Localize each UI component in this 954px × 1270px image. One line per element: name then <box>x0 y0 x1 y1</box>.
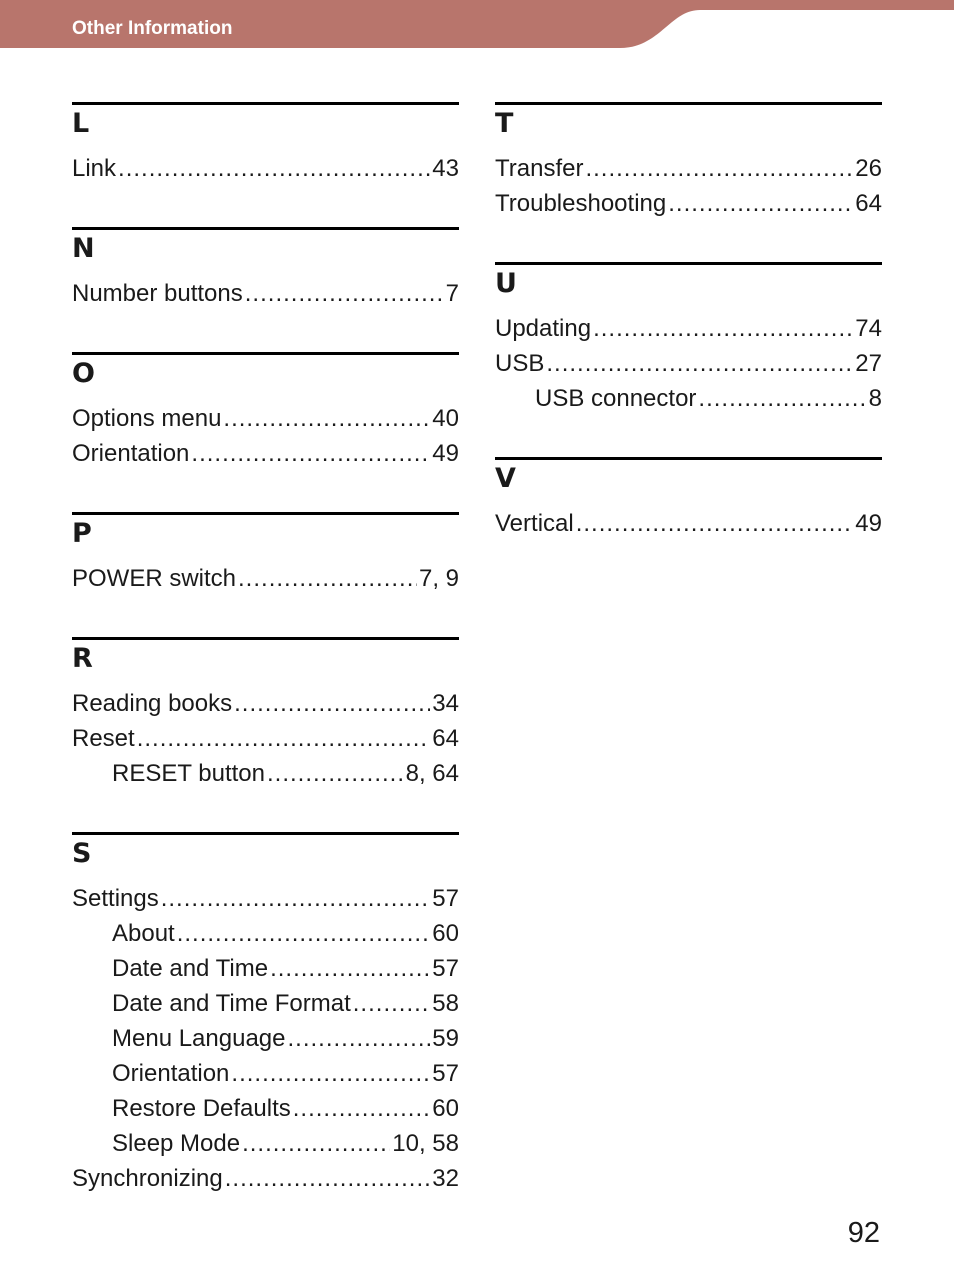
section-title: Other Information <box>72 18 233 39</box>
index-entry[interactable] <box>495 506 882 541</box>
entry-term: Options menu <box>72 405 222 432</box>
entry-term: USB connector <box>535 385 697 412</box>
index-column-right <box>495 102 882 582</box>
index-section-l <box>72 102 459 186</box>
section-letter: U <box>495 268 517 299</box>
entry-pages[interactable]: 32 <box>432 1165 459 1192</box>
entry-pages[interactable]: 59 <box>432 1025 459 1052</box>
entry-pages[interactable]: 64 <box>432 725 459 752</box>
index-entry[interactable] <box>72 436 459 471</box>
entry-term: Updating <box>495 315 592 342</box>
dot-leader <box>245 276 444 311</box>
index-section-r <box>72 637 459 791</box>
index-entry[interactable] <box>72 881 459 916</box>
index-subentry[interactable] <box>72 1126 459 1161</box>
dot-leader <box>225 1161 431 1196</box>
dot-leader <box>585 151 853 186</box>
index-section-p <box>72 512 459 596</box>
index-subentry[interactable] <box>72 1056 459 1091</box>
dot-leader <box>242 1126 390 1161</box>
entry-term: Reset <box>72 725 135 752</box>
index-entry[interactable] <box>72 276 459 311</box>
index-section-o <box>72 352 459 471</box>
dot-leader <box>191 436 430 471</box>
entry-pages[interactable]: 57 <box>432 1060 459 1087</box>
entry-pages[interactable]: 60 <box>432 1095 459 1122</box>
entry-pages[interactable]: 57 <box>432 885 459 912</box>
page-number: 92 <box>847 1217 880 1249</box>
entry-term: About <box>112 920 175 947</box>
dot-leader <box>161 881 431 916</box>
entry-term: Orientation <box>112 1060 230 1087</box>
index-section-n <box>72 227 459 311</box>
index-entry[interactable] <box>72 151 459 186</box>
entry-pages[interactable]: 27 <box>855 350 882 377</box>
entry-pages[interactable]: 57 <box>432 955 459 982</box>
entry-term: Vertical <box>495 510 574 537</box>
entry-term: Reading books <box>72 690 233 717</box>
index-subentry[interactable] <box>72 1091 459 1126</box>
entry-term: Settings <box>72 885 159 912</box>
entry-pages[interactable]: 7, 9 <box>418 565 459 592</box>
entry-term: Number buttons <box>72 280 243 307</box>
dot-leader <box>177 916 431 951</box>
dot-leader <box>576 506 854 541</box>
entry-pages[interactable]: 8, 64 <box>405 760 459 787</box>
entry-term: Date and Time Format <box>112 990 351 1017</box>
entry-term: Menu Language <box>112 1025 286 1052</box>
dot-leader <box>118 151 430 186</box>
entry-term: Troubleshooting <box>495 190 667 217</box>
section-letter: P <box>72 518 92 549</box>
entry-term: Link <box>72 155 117 182</box>
index-section-v <box>495 457 882 541</box>
entry-term: Sleep Mode <box>112 1130 241 1157</box>
section-letter: V <box>495 463 516 494</box>
entry-term: Restore Defaults <box>112 1095 291 1122</box>
dot-leader <box>546 346 853 381</box>
index-subentry[interactable] <box>72 1021 459 1056</box>
entry-term: Transfer <box>495 155 584 182</box>
dot-leader <box>353 986 431 1021</box>
dot-leader <box>593 311 853 346</box>
dot-leader <box>267 756 404 791</box>
index-entry[interactable] <box>72 721 459 756</box>
page-header <box>0 0 954 52</box>
entry-pages[interactable]: 49 <box>432 440 459 467</box>
index-entry[interactable] <box>72 1161 459 1196</box>
dot-leader <box>223 401 430 436</box>
entry-pages[interactable]: 64 <box>855 190 882 217</box>
dot-leader <box>287 1021 430 1056</box>
index-subentry[interactable] <box>72 756 459 791</box>
section-letter: L <box>72 108 90 139</box>
section-letter: S <box>72 838 92 869</box>
entry-pages[interactable]: 8 <box>868 385 882 412</box>
dot-leader <box>137 721 431 756</box>
index-subentry[interactable] <box>72 986 459 1021</box>
entry-pages[interactable]: 43 <box>432 155 459 182</box>
entry-term: RESET button <box>112 760 265 787</box>
section-letter: R <box>72 643 93 674</box>
index-section-t <box>495 102 882 221</box>
dot-leader <box>293 1091 431 1126</box>
entry-pages[interactable]: 58 <box>432 990 459 1017</box>
entry-pages[interactable]: 7 <box>445 280 459 307</box>
entry-pages[interactable]: 26 <box>855 155 882 182</box>
index-subentry[interactable] <box>72 951 459 986</box>
entry-pages[interactable]: 74 <box>855 315 882 342</box>
entry-term: USB <box>495 350 545 377</box>
dot-leader <box>270 951 430 986</box>
index-subentry[interactable] <box>72 916 459 951</box>
index-entry[interactable] <box>495 311 882 346</box>
entry-pages[interactable]: 40 <box>432 405 459 432</box>
index-entry[interactable] <box>495 186 882 221</box>
entry-pages[interactable]: 34 <box>432 690 459 717</box>
entry-pages[interactable]: 10, 58 <box>392 1130 459 1157</box>
index-entry[interactable] <box>72 401 459 436</box>
dot-leader <box>668 186 853 221</box>
section-letter: T <box>495 108 514 139</box>
index-section-s <box>72 832 459 1196</box>
dot-leader <box>231 1056 430 1091</box>
entry-term: Synchronizing <box>72 1165 223 1192</box>
dot-leader <box>698 381 866 416</box>
index-subentry[interactable] <box>495 381 882 416</box>
section-letter: N <box>72 233 95 264</box>
index-entry[interactable] <box>72 561 459 596</box>
entry-pages[interactable]: 60 <box>432 920 459 947</box>
index-entry[interactable] <box>495 151 882 186</box>
entry-pages[interactable]: 49 <box>855 510 882 537</box>
dot-leader <box>238 561 417 596</box>
entry-term: Orientation <box>72 440 190 467</box>
index-column-left <box>72 102 459 1237</box>
section-letter: O <box>72 358 95 389</box>
index-entry[interactable] <box>72 686 459 721</box>
entry-term: Date and Time <box>112 955 269 982</box>
entry-term: POWER switch <box>72 565 237 592</box>
index-entry[interactable] <box>495 346 882 381</box>
index-section-u <box>495 262 882 416</box>
dot-leader <box>234 686 430 721</box>
